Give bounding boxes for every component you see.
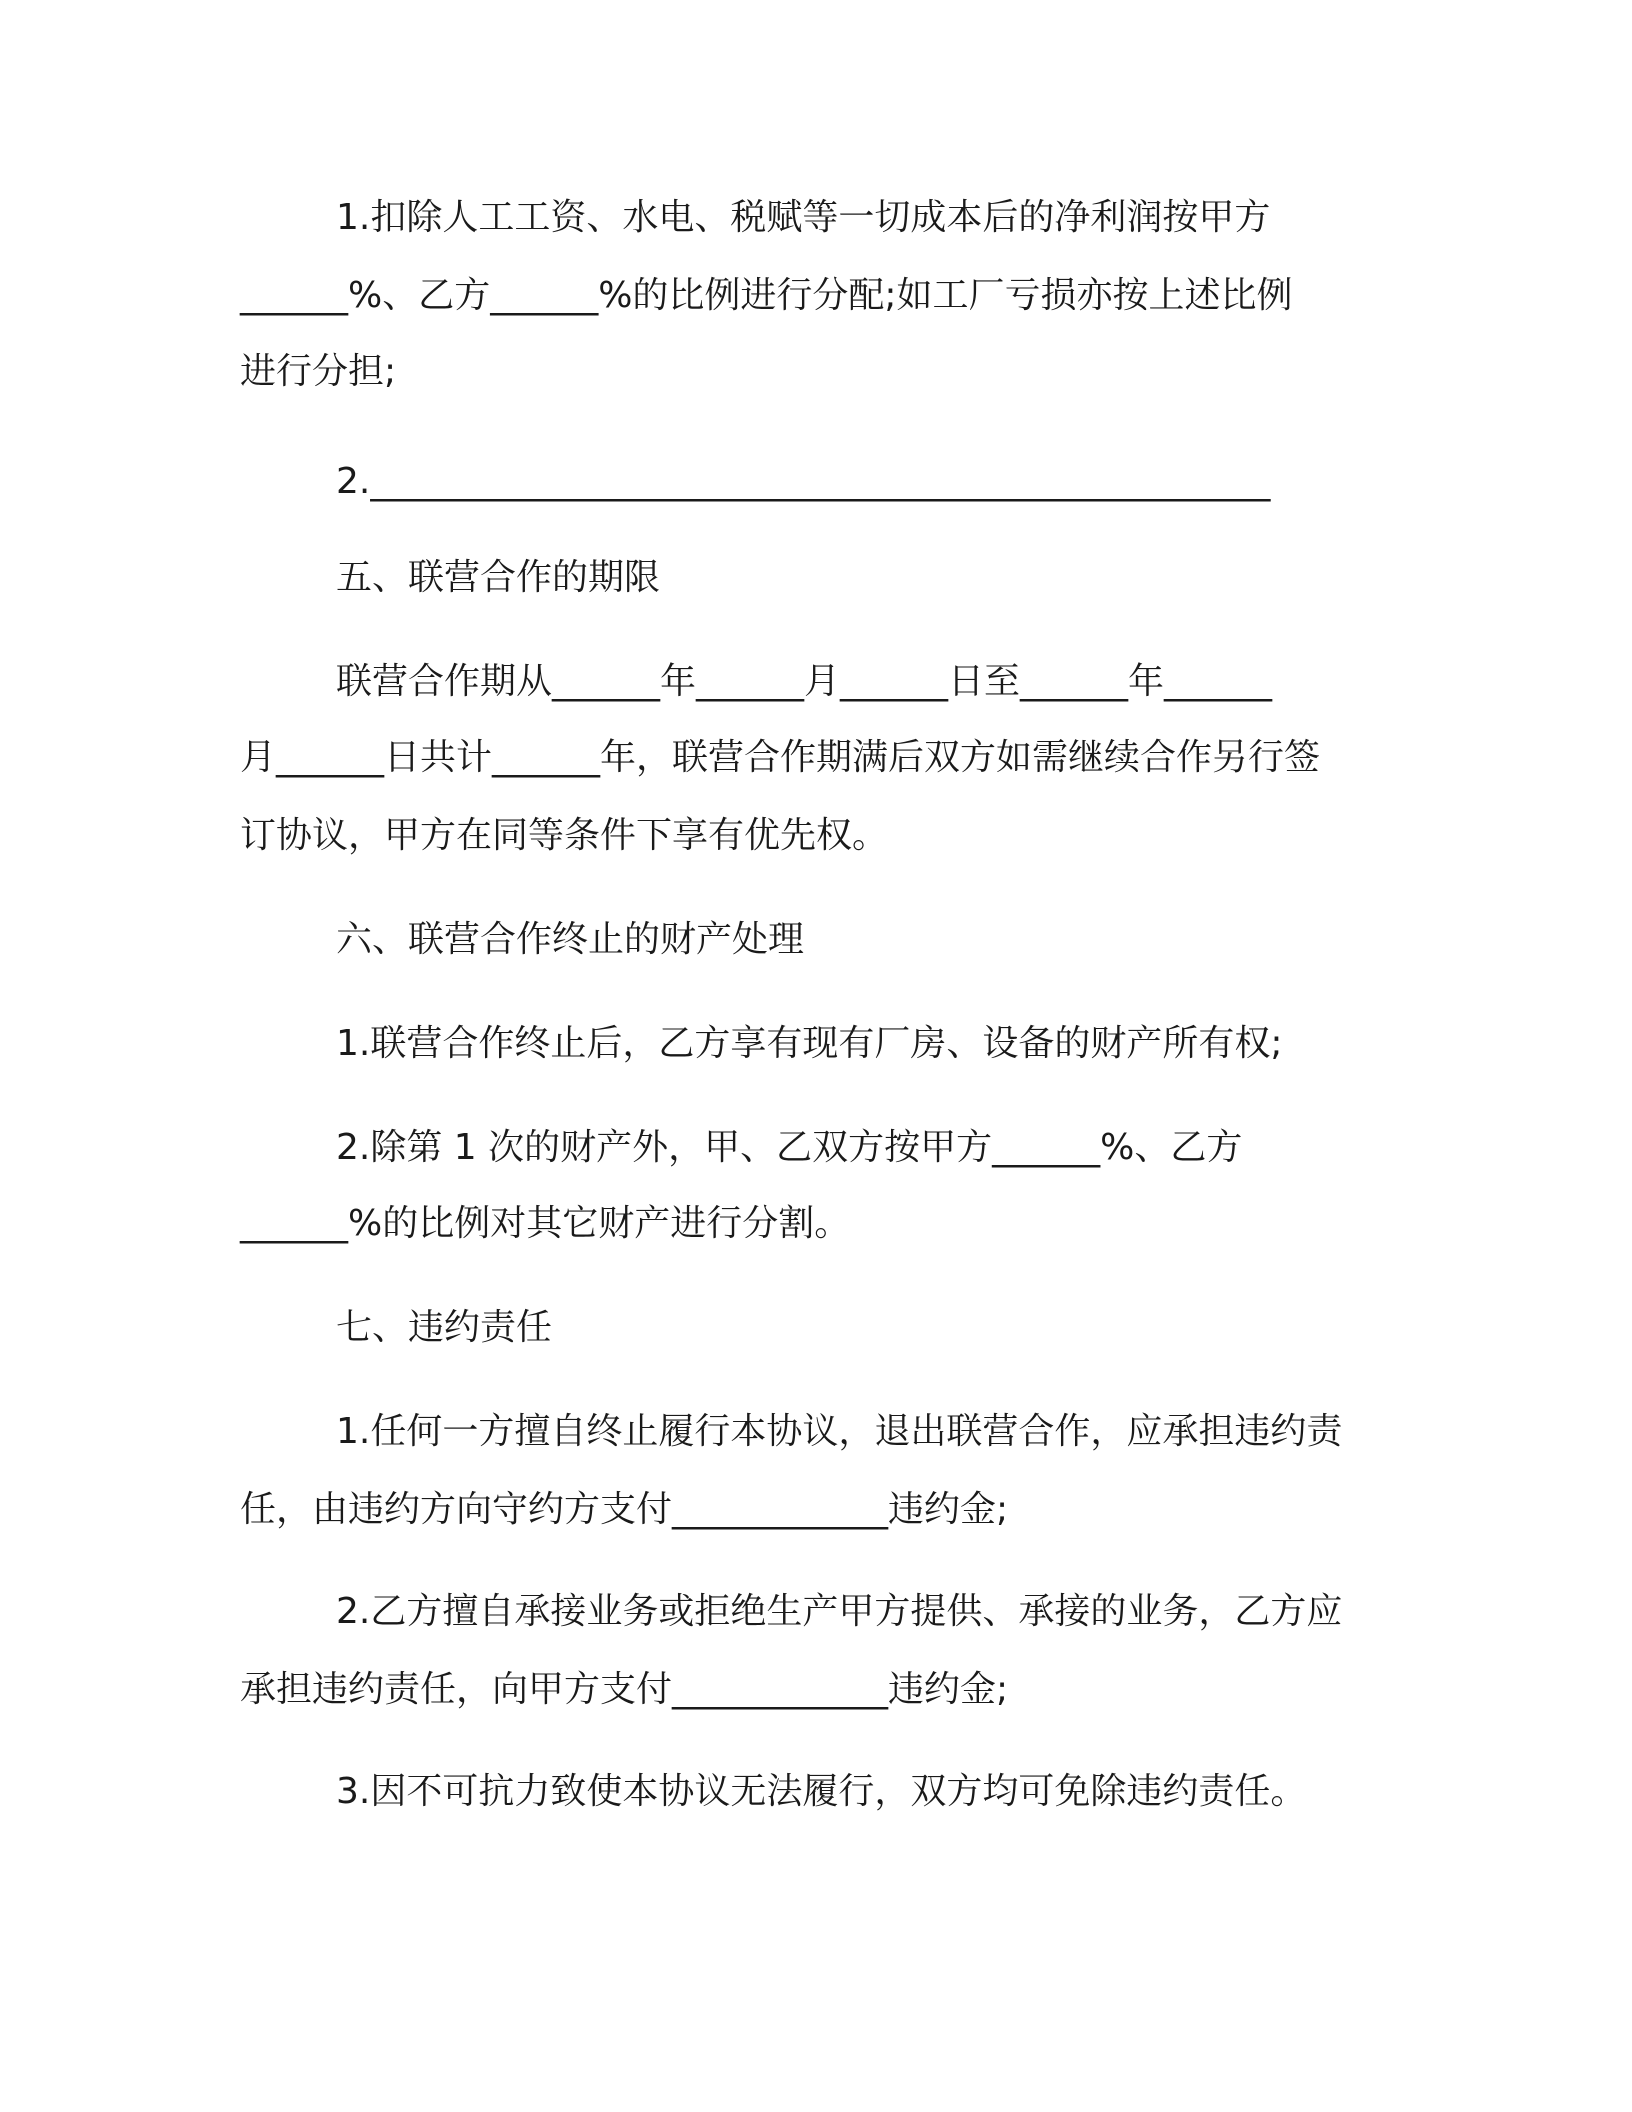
clause-4-1-line-2: ______%、乙方______%的比例进行分配;如工厂亏损亦按上述比例 <box>240 275 1293 316</box>
clause-5-line-2: 月______日共计______年，联营合作期满后双方如需继续合作另行签 <box>240 737 1321 778</box>
clause-6-2-line-1: 2.除第 1 次的财产外，甲、乙双方按甲方______%、乙方 <box>336 1127 1243 1168</box>
clause-4-2-line: 2.__________________________________________________ <box>336 461 1271 502</box>
clause-6-2-line-2: ______%的比例对其它财产进行分割。 <box>240 1203 851 1244</box>
clause-7-1-line-2: 任，由违约方向守约方支付____________违约金; <box>240 1489 1009 1530</box>
section-6-heading: 六、联营合作终止的财产处理 <box>336 919 805 960</box>
clause-5-line-3: 订协议，甲方在同等条件下享有优先权。 <box>240 815 889 856</box>
clause-4-1-line-1: 1.扣除人工工资、水电、税赋等一切成本后的净利润按甲方 <box>336 197 1271 238</box>
clause-7-2-line-1: 2.乙方擅自承接业务或拒绝生产甲方提供、承接的业务，乙方应 <box>336 1591 1343 1632</box>
section-5-heading: 五、联营合作的期限 <box>336 557 661 598</box>
clause-5-line-1: 联营合作期从______年______月______日至______年______ <box>336 661 1273 702</box>
clause-6-1-line: 1.联营合作终止后，乙方享有现有厂房、设备的财产所有权; <box>336 1023 1283 1064</box>
clause-4-1-line-3: 进行分担; <box>240 351 397 392</box>
clause-7-2-line-2: 承担违约责任，向甲方支付____________违约金; <box>240 1669 1009 1710</box>
section-7-heading: 七、违约责任 <box>336 1307 553 1348</box>
clause-7-1-line-1: 1.任何一方擅自终止履行本协议，退出联营合作，应承担违约责 <box>336 1411 1343 1452</box>
clause-7-3-line: 3.因不可抗力致使本协议无法履行，双方均可免除违约责任。 <box>336 1771 1307 1812</box>
